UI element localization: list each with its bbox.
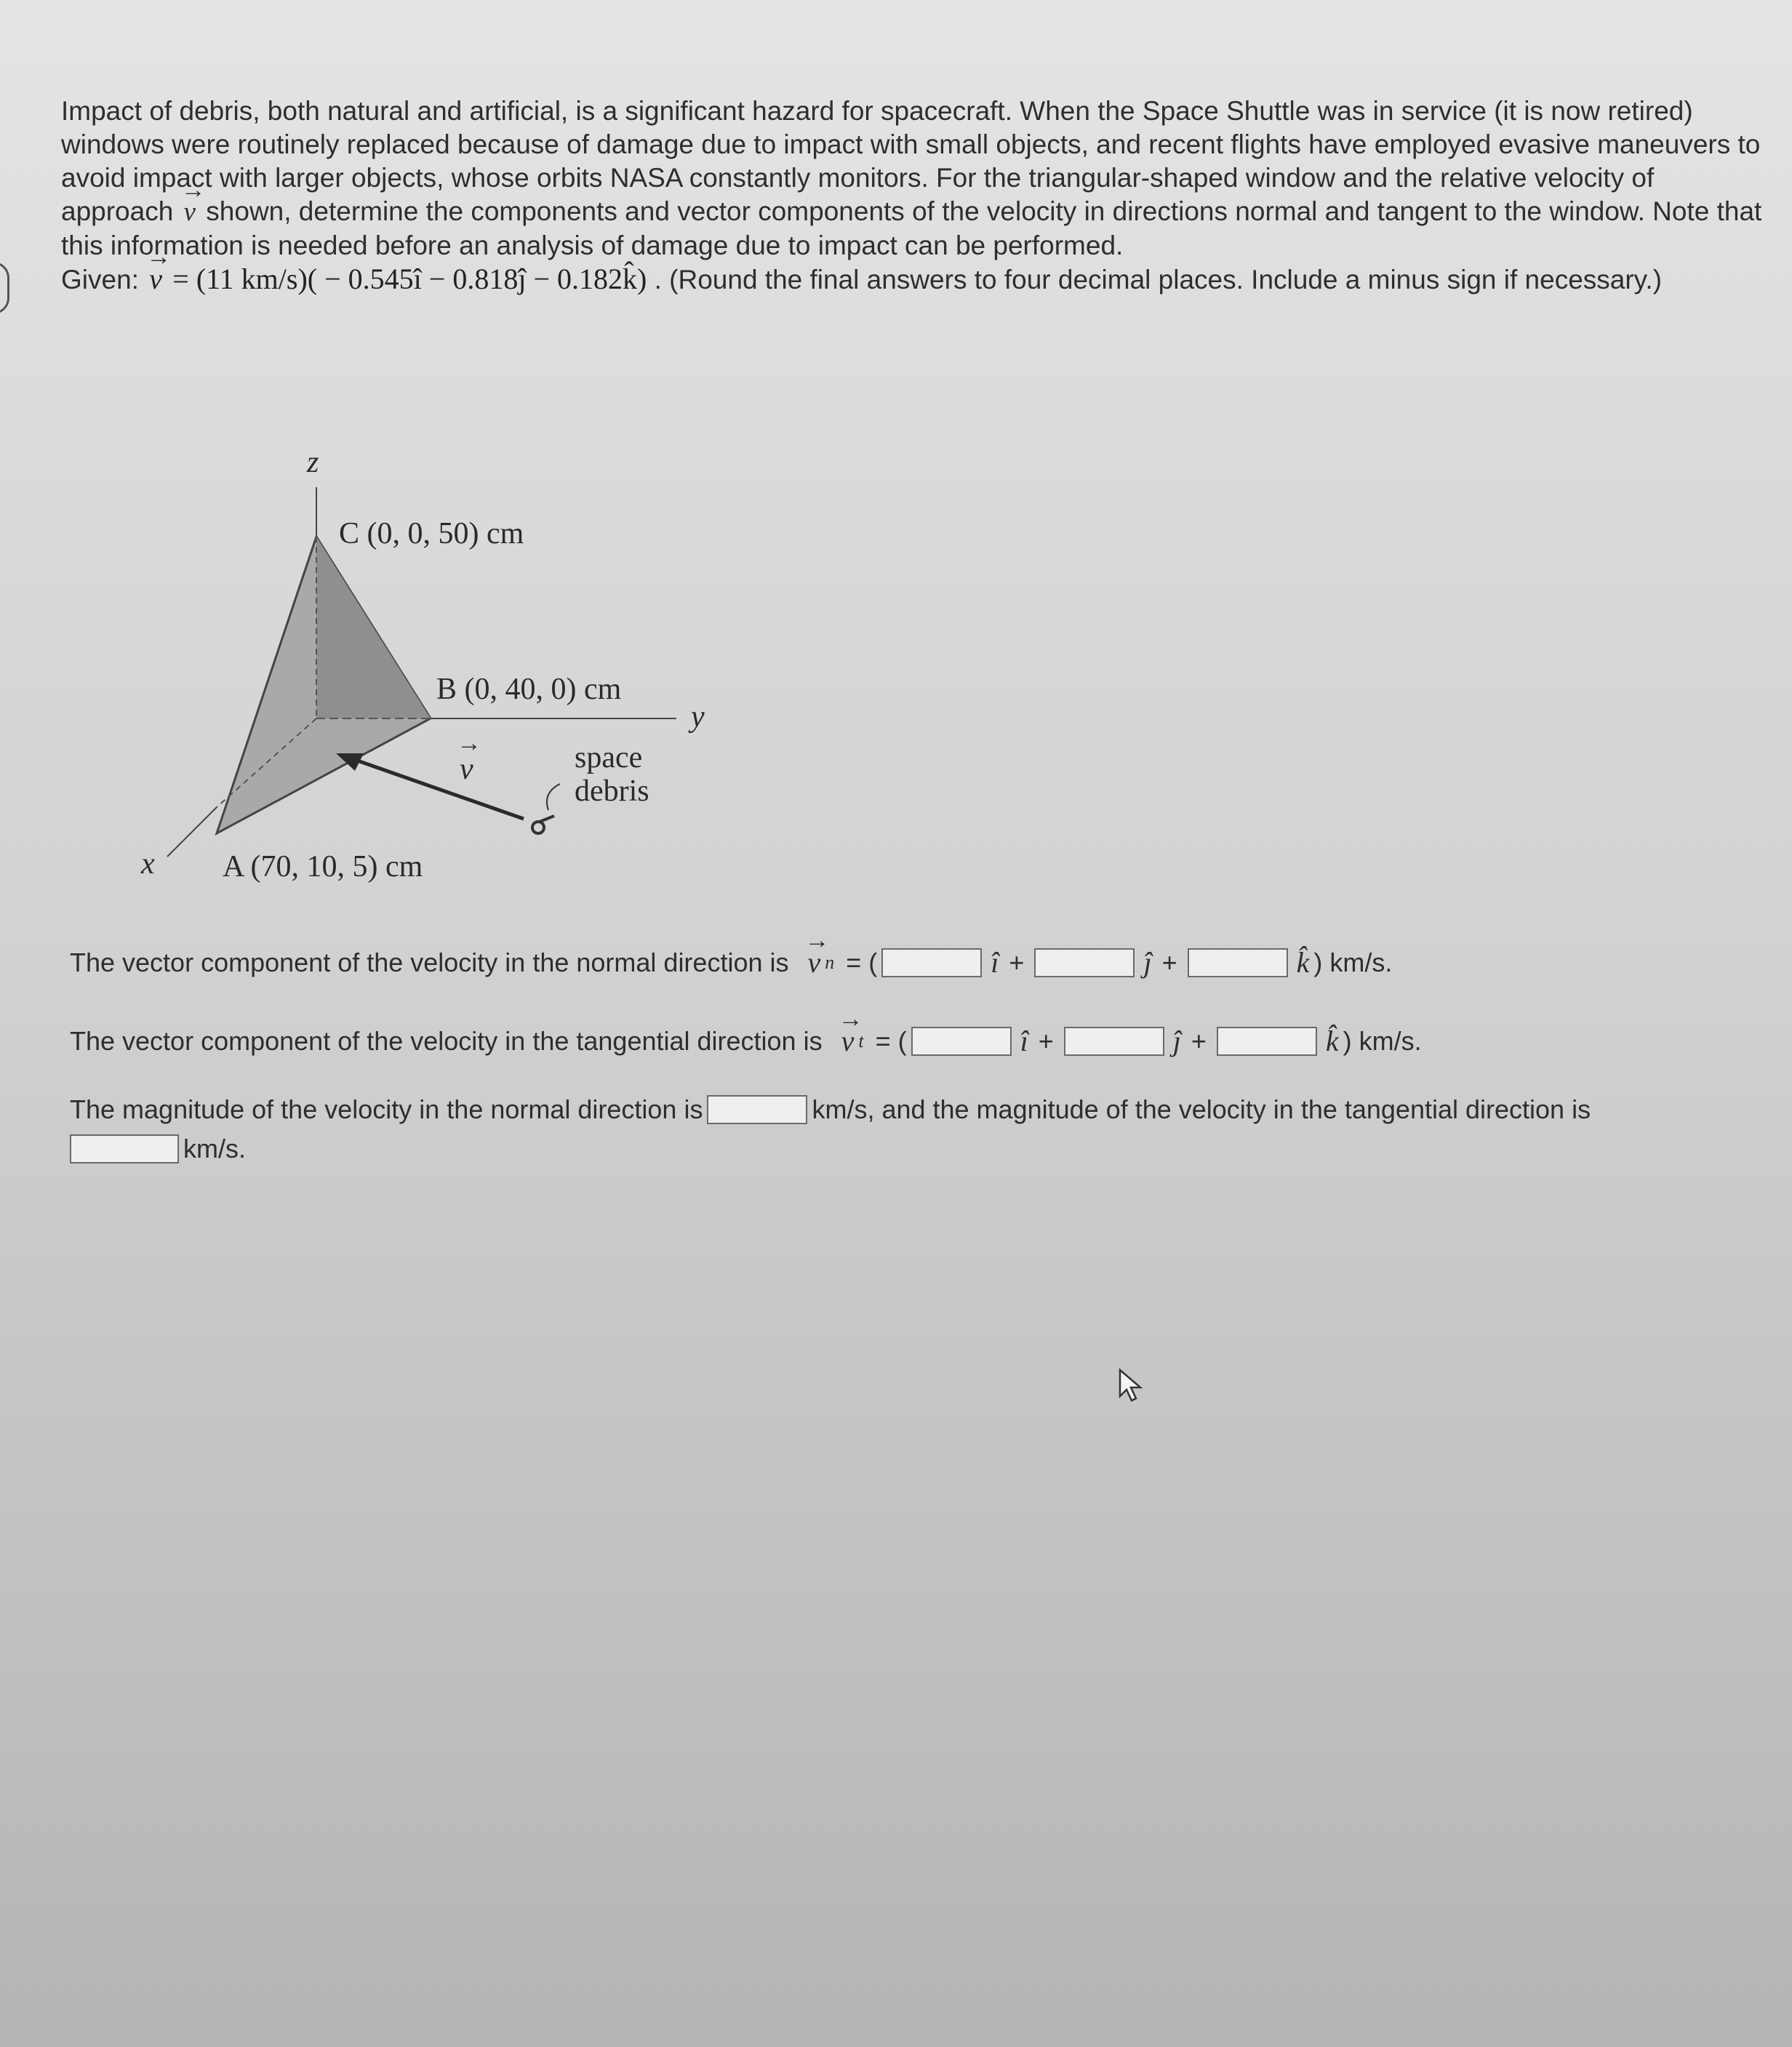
tangential-magnitude-input[interactable]	[70, 1134, 179, 1163]
problem-paragraph	[61, 95, 1763, 263]
normal-magnitude-prompt: The magnitude of the velocity in the normal direction is	[70, 1094, 703, 1124]
given-label: Given:	[61, 265, 139, 295]
magnitude-row-2	[70, 1131, 246, 1166]
magnitude-units: km/s.	[183, 1134, 246, 1163]
debris-leader	[547, 784, 560, 810]
tangential-j-input[interactable]	[1064, 1027, 1164, 1056]
normal-i-input[interactable]	[881, 948, 982, 977]
tangential-k-input[interactable]	[1217, 1027, 1317, 1056]
normal-plus-1: +	[1009, 948, 1025, 977]
tangential-vector-equals: = (	[875, 1026, 907, 1056]
window-diagram	[109, 429, 764, 909]
debris-tail	[540, 816, 554, 822]
normal-j-input[interactable]	[1034, 948, 1135, 977]
tangential-i-hat: î	[1020, 1025, 1028, 1057]
point-label-b: B (0, 40, 0) cm	[436, 673, 622, 706]
normal-vector-symbol: → v	[805, 945, 824, 980]
axis-label-y: y	[691, 700, 705, 734]
tangential-vector-prompt: The vector component of the velocity in the tangential direction is	[70, 1026, 823, 1056]
given-row	[61, 263, 1763, 297]
normal-vector-prompt: The vector component of the velocity in the normal direction is	[70, 948, 789, 977]
normal-vector-subscript: n	[825, 952, 835, 973]
problem-text-tail: shown, determine the components and vector components of the velocity in directions normal and tangent to the window. Note that this information is needed before an analysis of damage due to impact can be performed.	[61, 196, 1762, 260]
point-label-a: A (70, 10, 5) cm	[223, 850, 423, 884]
tangential-j-hat: ĵ	[1172, 1025, 1181, 1057]
normal-magnitude-input[interactable]	[707, 1095, 807, 1124]
velocity-vector-symbol: → v	[181, 196, 199, 229]
tangential-vector-units: ) km/s.	[1343, 1026, 1422, 1056]
normal-vector-units: ) km/s.	[1313, 948, 1393, 977]
tangential-k-hat: k̂	[1325, 1025, 1339, 1057]
mouse-pointer-icon	[1117, 1367, 1146, 1403]
given-instruction: . (Round the final answers to four decimal places. Include a minus sign if necessary.)	[654, 265, 1663, 295]
debris-label-debris: debris	[575, 774, 649, 808]
tangential-plus-1: +	[1038, 1026, 1054, 1056]
vector-label-v: → v	[457, 752, 476, 787]
axis-label-x: x	[141, 847, 155, 881]
tangential-vector-symbol: → v	[839, 1024, 857, 1059]
tangential-plus-2: +	[1191, 1026, 1207, 1056]
normal-j-hat: ĵ	[1143, 946, 1152, 979]
tangential-i-input[interactable]	[911, 1027, 1012, 1056]
normal-k-input[interactable]	[1188, 948, 1288, 977]
velocity-arrow	[349, 758, 524, 819]
problem-text: Impact of debris, both natural and artificial, is a significant hazard for spacecraft. When the Space Shuttle was in service (it is now retired) windows were routinely replaced because of damage due to impact with small objects, and recent flights have employed evasive maneuvers to avoid impact with larger objects, whose orbits NASA constantly monitors. For the triangular-shaped window and the relative velocity of approach	[61, 96, 1761, 226]
normal-plus-2: +	[1161, 948, 1177, 977]
tangential-magnitude-prompt: km/s, and the magnitude of the velocity in the tangential direction is	[812, 1094, 1591, 1124]
magnitude-row	[70, 1092, 1591, 1127]
diagram-svg	[109, 429, 764, 909]
tangential-vector-subscript: t	[858, 1030, 864, 1051]
axis-label-z: z	[307, 446, 319, 479]
debris-label-space: space	[575, 741, 643, 774]
tangential-vector-row	[70, 1024, 1422, 1059]
given-equation: = (11 km/s)( − 0.545î − 0.818ĵ − 0.182k̂)	[172, 263, 647, 295]
debris-icon	[532, 822, 544, 833]
normal-i-hat: î	[991, 946, 999, 979]
normal-vector-row	[70, 945, 1392, 980]
normal-k-hat: k̂	[1296, 946, 1310, 979]
edge-bracket	[0, 262, 9, 314]
problem-statement	[61, 95, 1763, 297]
given-vector-symbol: → v	[146, 263, 165, 296]
point-label-c: C (0, 0, 50) cm	[339, 517, 524, 550]
normal-vector-equals: = (	[846, 948, 878, 977]
x-axis	[167, 807, 217, 857]
